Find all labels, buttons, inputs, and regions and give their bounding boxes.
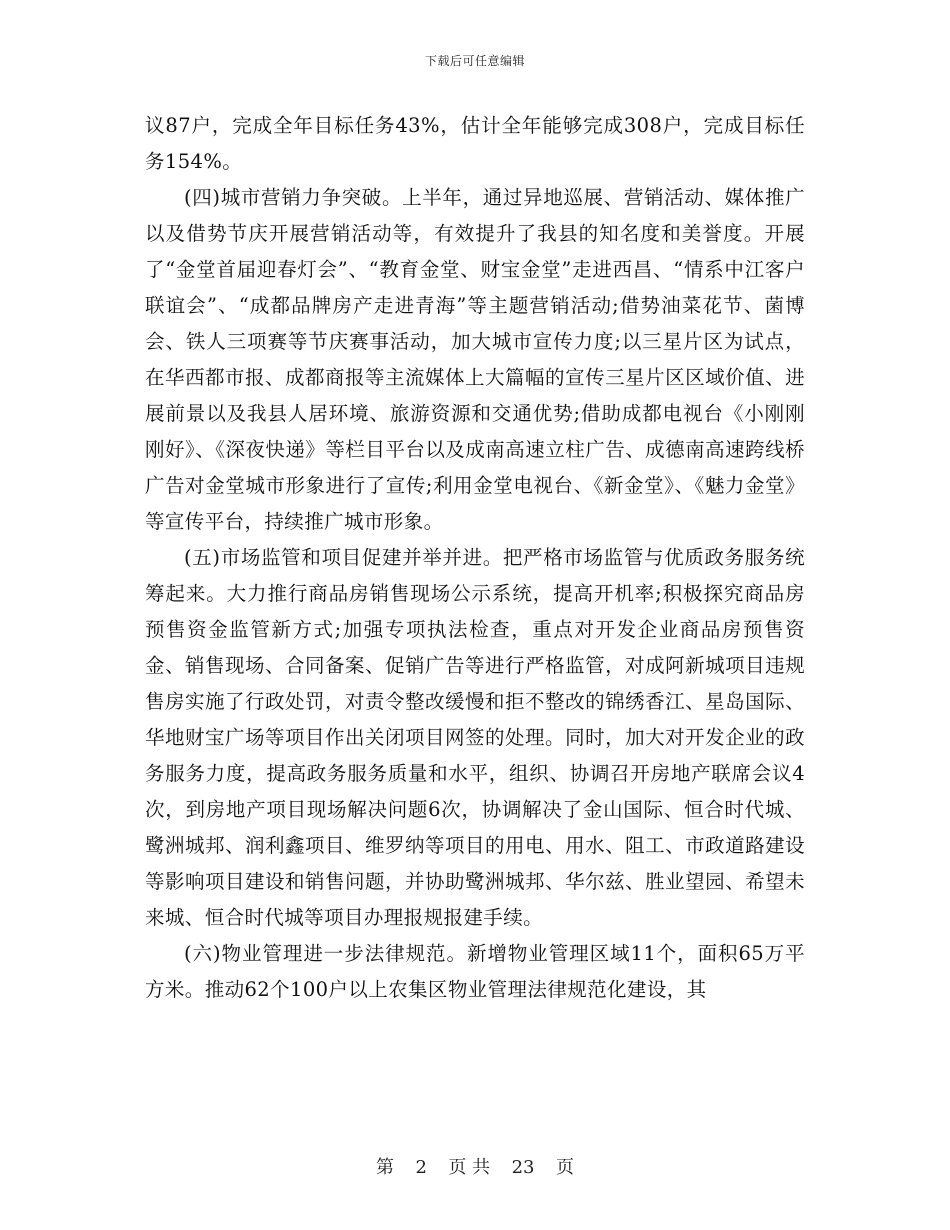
page-footer: [0, 1153, 950, 1179]
paragraph-property-management: (六)物业管理进一步法律规范。新增物业管理区域11个，面积65万平方米。推动62个100户以上农集区物业管理法律规范化建设，其: [145, 942, 805, 1001]
page-number-middle: 页 共: [448, 1157, 491, 1178]
paragraph-continuation: 议87户，完成全年目标任务43%，估计全年能够完成308户，完成目标任务154%。: [145, 114, 805, 173]
current-page-number: 2: [415, 1157, 427, 1178]
document-body: [145, 108, 805, 1008]
paragraph-market-supervision: (五)市场监管和项目促建并举并进。把严格市场监管与优质政务服务统筹起来。大力推行商品房销售现场公示系统，提高开机率;积极探究商品房预售资金监管新方式;加强专项执法检查，重点对开发企业商品房预售资金、销售现场、合同备案、促销广告等进行严格监管，对成阿新城项目违规售房实施了行政处罚，对责令整改缓慢和拒不整改的锦绣香江、星岛国际、华地财宝广场等项目作出关闭项目网签的处理。同时，加大对开发企业的政务服务力度，提高政务服务质量和水平，组织、协调召开房地产联席会议4次，到房地产项目现场解决问题6次，协调解决了金山国际、恒合时代城、鹭洲城邦、润利鑫项目、维罗纳等项目的用电、用水、阻工、市政道路建设等影响项目建设和销售问题，并协助鹭洲城邦、华尔兹、胜业望园、希望未来城、恒合时代城等项目办理报规报建手续。: [145, 546, 805, 929]
page-number-prefix: 第: [376, 1157, 395, 1178]
page-header: 下载后可任意编辑: [424, 54, 525, 68]
total-pages: 23: [511, 1157, 535, 1178]
paragraph-city-marketing: (四)城市营销力争突破。上半年，通过异地巡展、营销活动、媒体推广以及借势节庆开展营销活动等，有效提升了我县的知名度和美誉度。开展了“金堂首届迎春灯会”、“教育金堂、财宝金堂”走进西昌、“情系中江客户联谊会”、“成都品牌房产走进青海”等主题营销活动;借势油菜花节、菌博会、铁人三项赛等节庆赛事活动，加大城市宣传力度;以三星片区为试点，在华西都市报、成都商报等主流媒体上大篇幅的宣传三星片区区域价值、进展前景以及我县人居环境、旅游资源和交通优势;借助成都电视台《小刚刚刚好》、《深夜快递》等栏目平台以及成南高速立柱广告、成德南高速跨线桥广告对金堂城市形象进行了宣传;利用金堂电视台、《新金堂》、《魅力金堂》等宣传平台，持续推广城市形象。: [145, 186, 805, 533]
page-number-suffix: 页: [555, 1157, 574, 1178]
